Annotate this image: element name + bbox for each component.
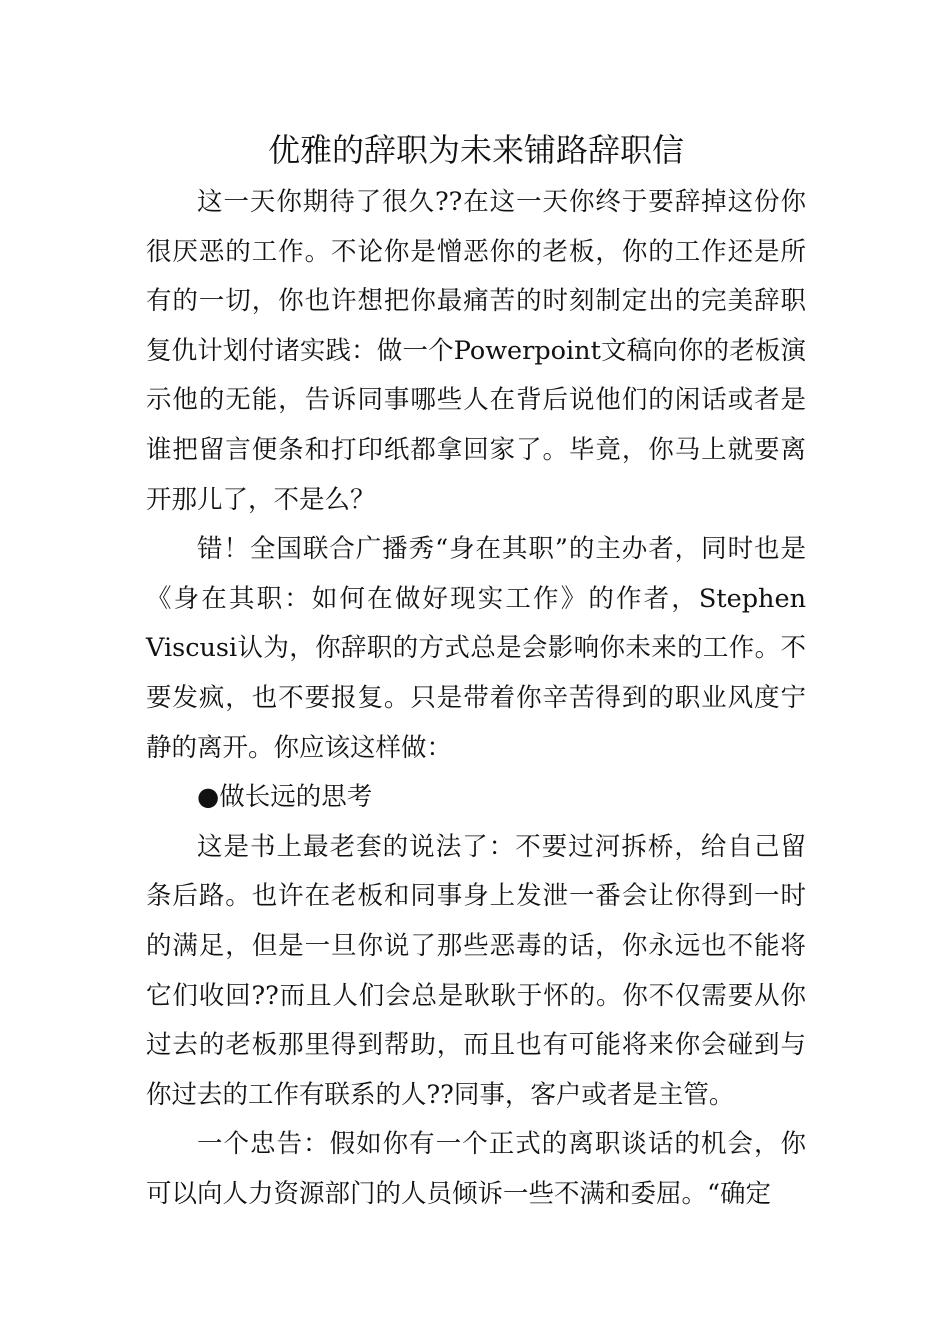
document-title: 优雅的辞职为未来铺路辞职信 [267,131,684,169]
paragraph: 这是书上最老套的说法了：不要过河拆桥，给自己留条后路。也许在老板和同事身上发泄一番会让你得到一时的满足，但是一旦你说了那些恶毒的话，你永远也不能将它们收回??而且人们会总是耿耿于怀的。你不仅需要从你过去的老板那里得到帮助，而且也有可能将来你会碰到与你过去的工作有联系的人??同事，客户或者是主管。 [146,831,806,1110]
bullet-heading: ●做长远的思考 [197,782,373,813]
paragraph: 一个忠告：假如你有一个正式的离职谈话的机会，你可以向人力资源部门的人员倾诉一些不满和委屈。“确定 [146,1129,806,1209]
paragraph: 错！全国联合广播秀“身在其职”的主办者，同时也是《身在其职：如何在做好现实工作》的作者，Stephen Viscusi认为，你辞职的方式总是会影响你未来的工作。不要发疯，也不要报复。只是带着你辛苦得到的职业风度宁静的离开。你应该这样做： [146,534,806,763]
document-body [146,178,806,1219]
paragraph: 这一天你期待了很久??在这一天你终于要辞掉这份你很厌恶的工作。不论你是憎恶你的老板，你的工作还是所有的一切，你也许想把你最痛苦的时刻制定出的完美辞职复仇计划付诸实践：做一个Powerpoint文稿向你的老板演示他的无能，告诉同事哪些人在背后说他们的闲话或者是谁把留言便条和打印纸都拿回家了。毕竟，你马上就要离开那儿了，不是么？ [146,187,806,515]
